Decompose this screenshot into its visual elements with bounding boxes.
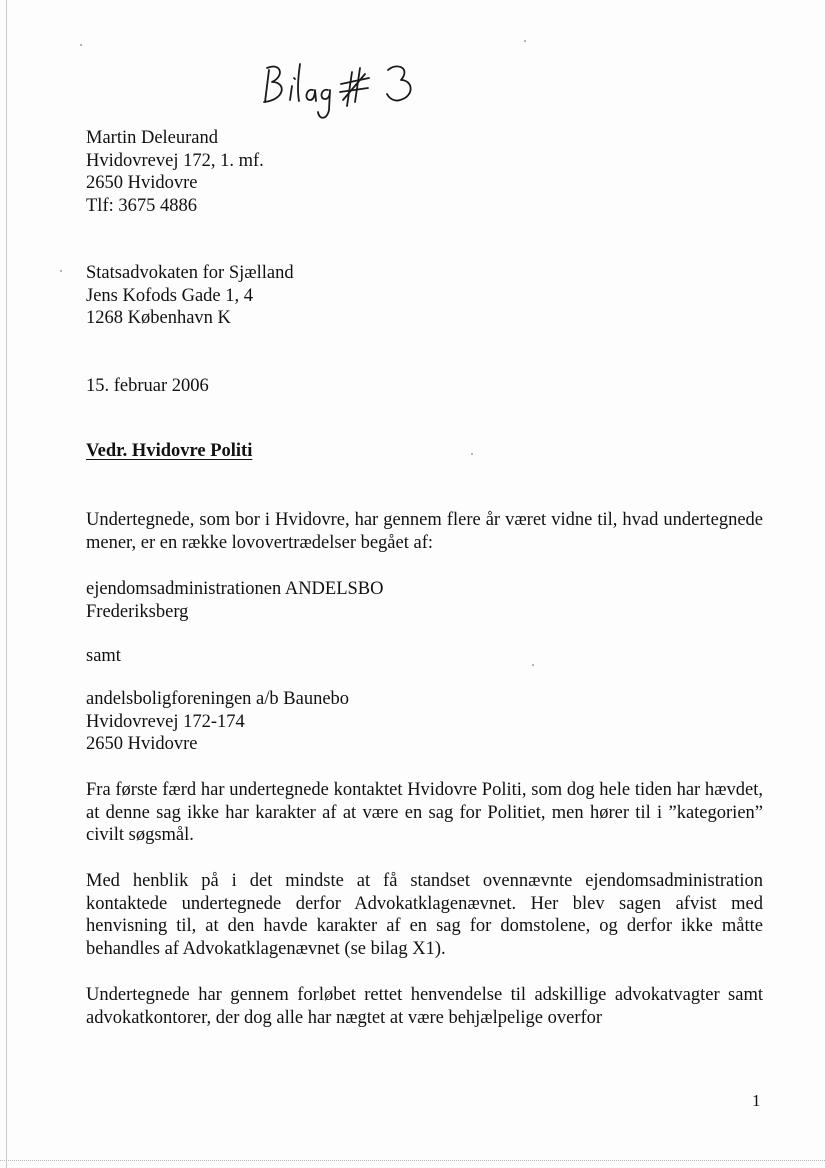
scan-speck bbox=[471, 453, 473, 455]
sender-phone: Tlf: 3675 4886 bbox=[86, 195, 197, 216]
connector-word bbox=[86, 645, 121, 668]
sender-city: 2650 Hvidovre bbox=[86, 173, 198, 193]
body-paragraph-2: Fra første færd har undertegnede kontaktet Hvidovre Politi, som dog hele tiden har hævdet, at denne sag ikke har karakter af at være en sag for Politiet, men hører til i ”kategorien” civilt søgsmål. bbox=[86, 780, 763, 845]
scan-left-edge bbox=[6, 0, 7, 1168]
scan-bottom-edge bbox=[0, 1160, 825, 1162]
date-text: 15. februar 2006 bbox=[86, 376, 209, 396]
org1-city: Frederiksberg bbox=[86, 601, 189, 622]
recipient-address bbox=[86, 262, 294, 330]
scan-speck bbox=[80, 44, 82, 46]
body-paragraph-4: Undertegnede har gennem forløbet rettet henvendelse til adskillige advokatvagter samt advokatkontorer, der dog alle har nægtet at være behjælpelige overfor bbox=[86, 985, 763, 1028]
organization-baunebo bbox=[86, 688, 349, 756]
recipient-city: 1268 København K bbox=[86, 308, 231, 328]
recipient-street: Jens Kofods Gade 1, 4 bbox=[86, 285, 253, 306]
letter-date bbox=[86, 375, 209, 398]
page-number: 1 bbox=[752, 1091, 761, 1110]
scan-speck bbox=[60, 270, 62, 272]
sender-address bbox=[86, 127, 264, 217]
org1-name: ejendomsadministrationen ANDELSBO bbox=[86, 579, 384, 599]
organization-andelsbo bbox=[86, 578, 384, 623]
sender-street: Hvidovrevej 172, 1. mf. bbox=[86, 150, 264, 171]
recipient-name: Statsadvokaten for Sjælland bbox=[86, 263, 294, 283]
handwritten-bilag-3-signature bbox=[255, 40, 455, 125]
body-paragraph-1: Undertegnede, som bor i Hvidovre, har gennem flere år været vidne til, hvad undertegnede mener, er en række lovovertrædelser begået af: bbox=[86, 510, 763, 553]
handwritten-annotation bbox=[255, 40, 455, 125]
scan-speck bbox=[524, 40, 526, 42]
connector-samt: samt bbox=[86, 646, 121, 666]
scan-speck bbox=[532, 664, 534, 666]
org2-city: 2650 Hvidovre bbox=[86, 734, 198, 754]
body-paragraph-3: Med henblik på i det mindste at få standset ovennævnte ejendomsadministration kontaktede undertegnede derfor Advokatklagenævnet. Her blev sagen afvist med henvisning til, at den havde karakter af en sag for domstolene, og derfor ikke måtte behandles af Advokatklagenævnet (se bilag X1). bbox=[86, 871, 763, 959]
org2-street: Hvidovrevej 172-174 bbox=[86, 711, 245, 732]
letter-subject: Vedr. Hvidovre Politi bbox=[86, 441, 253, 461]
org2-name: andelsboligforeningen a/b Baunebo bbox=[86, 689, 350, 709]
sender-name: Martin Deleurand bbox=[86, 128, 219, 148]
